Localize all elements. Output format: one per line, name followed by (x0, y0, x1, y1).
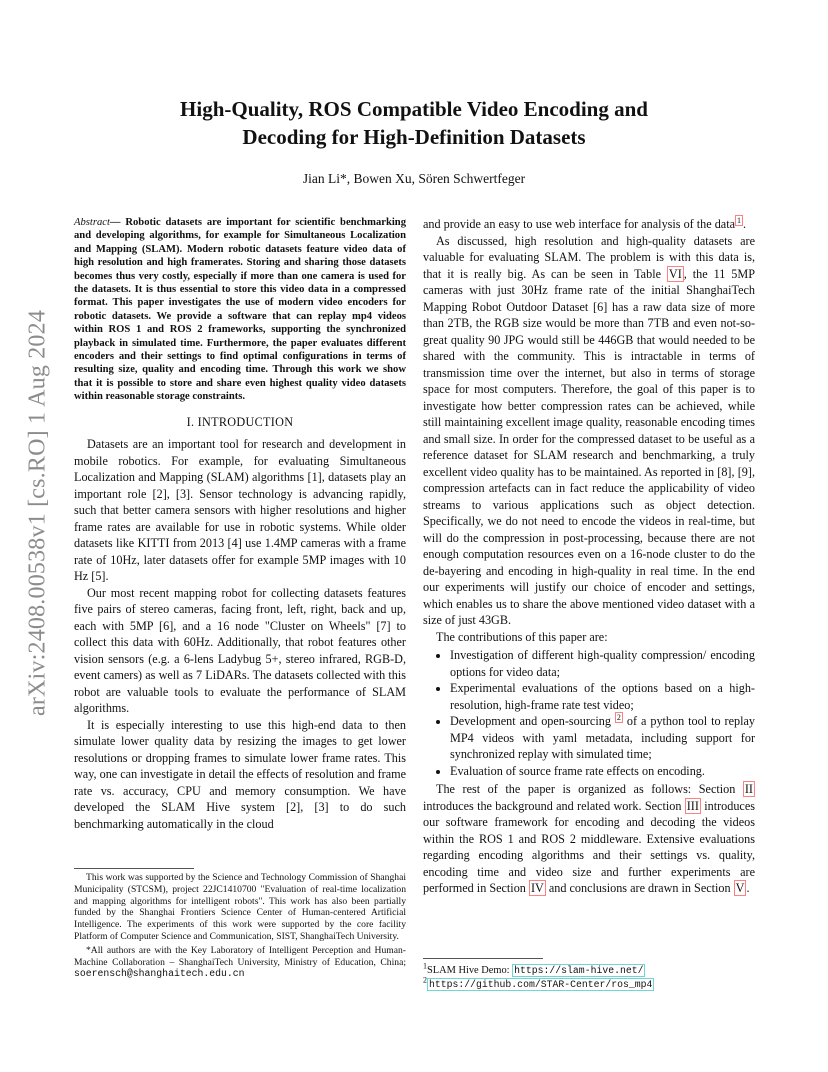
contributions-list (423, 647, 755, 779)
footnote-1-number: 1 (423, 961, 427, 971)
affiliation-footnote (74, 945, 406, 980)
section-reference-iii[interactable]: III (686, 798, 699, 813)
section-reference-v[interactable]: V (735, 881, 745, 895)
table-reference-vi[interactable]: VI (668, 266, 682, 281)
intro-paragraph-1: Datasets are an important tool for research and development in mobile robotics. For example, for evaluating Simultaneous Localization and Mapping (SLAM) algorithms [1], datasets play an important role [2], [3]. Sensor technology is advancing rapidly, such that better camera sensors with higher resolutions and higher frame rates are available for use in robotic systems. While older datasets like KITTI from 2013 [4] use 1.4MP cameras with a frame rate of 10Hz, later datasets offer for example 5MP images with 10 Hz [5]. (74, 437, 406, 584)
footnote-2 (423, 975, 755, 992)
section-reference-ii[interactable]: II (744, 782, 753, 796)
funding-footnote: This work was supported by the Science and Technology Commission of Shanghai Municipality (STCSM), project 22JC1410700 "Evaluation of real-time localization and mapping algorithms for intelligent robots". This work has also been partially funded by the Shanghai Frontiers Science Center of Human-centered Artificial Intelligence. The experiments of this work were supported by the core facility Platform of Computer Science and Communication, SIST, ShanghaiTech University. (74, 872, 406, 942)
arxiv-stamp (18, 288, 58, 738)
footnote-2-number: 2 (423, 975, 427, 985)
affiliation-text: *All authors are with the Key Laboratory of Intelligent Perception and Human-Machine Collaboration – ShanghaiTech University, Ministry of Education, China; (74, 944, 406, 968)
right-paragraph-continued-text: and provide an easy to use web interface for analysis of the data (423, 217, 736, 231)
left-footnotes (74, 872, 406, 980)
contribution-item-3-rest: of a python tool to replay MP4 videos with yaml metadata, including support for synchronized replay with simulated time; (450, 714, 755, 761)
title-line-2: Decoding for High-Definition Datasets (242, 125, 586, 149)
abstract-label: Abstract (74, 217, 110, 228)
paper-title (90, 95, 738, 151)
right-paragraph-1-start: As discussed, high resolution and high-quality datasets are valuable for evaluating SLAM. The problem is with this data is, that it is really big. As can be seen in Table (423, 233, 755, 281)
organization-text-c: introduces our software framework for encoding and decoding the videos within the ROS 1 and ROS 2 middleware. Extensive evaluations regarding encoding algorithms and their settings vs. quality, encoding time and video size and further experiments are performed in Section (423, 798, 755, 895)
organization-text-a: The rest of the paper is organized as follows: Section (436, 782, 743, 796)
slam-hive-link[interactable]: https://slam-hive.net/ (514, 965, 644, 976)
organization-paragraph (423, 781, 755, 897)
contact-email[interactable]: soerensch@shanghaitech.edu.cn (74, 968, 245, 980)
contribution-item-3-start: Development and open-sourcing (450, 714, 615, 728)
right-paragraph-1-rest: , the 11 5MP cameras with just 30Hz frame rate of the initial ShanghaiTech Mapping Robot Outdoor Dataset [6] has a raw data size of more than 2TB, the RGB size would be more than 7TB and even not-so-great quality 90 JPG would still be 446GB that would needed to be shared with the community. This is intractable in terms of transmission time over the internet, but also in terms of storage space for most computers. Therefore, the goal of this paper is to investigate how better compression rates can be achieved, while still maintaining excellent image quality, reasonable encoding times and small size. In order for the compressed dataset to be useful as a reference dataset for SLAM research and benchmarking, a truly excellent video quality has to be maintained. As reported in [8], [9], compression artefacts can in fact reduce the applicability of video streams to various applications such as object detection. Specifically, we do not need to encode the videos in real-time, but will do the compression in post-processing, because there are not enough computation resources even on a 16-node cluster to do the de-bayering and encoding in high-quality in real time. In the end our experiments will justify our choice of encoder and settings, which enables us to share the above mentioned video dataset with a size of just 43GB. (423, 266, 755, 627)
title-line-1: High-Quality, ROS Compatible Video Encoding and (180, 97, 648, 121)
right-footnotes (423, 961, 755, 992)
section-heading-introduction: I. INTRODUCTION (186, 414, 294, 429)
contributions-intro: The contributions of this paper are: (436, 629, 608, 644)
footnote-rule (74, 868, 194, 869)
contribution-item-2: • Experimental evaluations of the options based on a high-resolution, high-frame rate test video; (450, 680, 755, 713)
abstract-text: — Robotic datasets are important for scientific benchmarking and developing algorithms, for example for Simultaneous Localization and Mapping (SLAM). Modern robotic datasets feature video data of high resolution and high framerates. Storing and sharing those datasets becomes thus very costly, especially if more than one camera is used for the datasets. It is thus essential to store this video data in a compressed format. This paper investigates the use of modern video encoders for robotic datasets. We provide a software that can replay mp4 videos within ROS 1 and ROS 2 frameworks, supporting the synchronized playback in simulated time. Furthermore, the paper evaluates different encoders and their settings to find optimal configurations in terms of resulting size, quality and encoding time. Through this work we show that it is possible to store and share even highest quality video datasets within reasonable storage constraints. (74, 217, 406, 403)
author-list: Jian Li*, Bowen Xu, Sören Schwertfeger (302, 171, 526, 186)
right-paragraph-1 (423, 233, 755, 629)
contribution-item-4: • Evaluation of source frame rate effects on encoding. (450, 763, 755, 780)
contribution-item-1: • Investigation of different high-quality compression/ encoding options for video data; (450, 647, 755, 680)
github-repo-link[interactable]: https://github.com/STAR-Center/ros_mp4 (429, 979, 653, 990)
right-paragraph-continued (423, 216, 755, 233)
abstract (74, 216, 406, 404)
arxiv-stamp-text: arXiv:2408.00538v1 [cs.RO] 1 Aug 2024 (24, 309, 51, 717)
organization-text-e: . (746, 881, 750, 895)
organization-text-d: and conclusions are drawn in Section (545, 881, 734, 895)
footnote-marker-2[interactable]: 2 (616, 712, 621, 722)
intro-paragraph-2: Our most recent mapping robot for collecting datasets features five pairs of stereo cameras, facing front, left, right, back and up, each with 5MP [6], and a 16 node "Cluster on Wheels" [7] to collect this data with 60Hz. Additionally, that robot features other vision sensors (e.g. a 6-lens Ladybug 5+, stereo infrared, RGB-D, event camers) as well as 7 LiDARs. The datasets collected with this robot are valuable tools to evaluate the performance of SLAM algorithms. (74, 585, 406, 716)
section-reference-iv[interactable]: IV (530, 881, 544, 895)
right-column (423, 216, 755, 897)
contribution-item-3 (450, 713, 755, 763)
left-column (74, 216, 406, 832)
intro-paragraph-3: It is especially interesting to use this high-end data to then simulate lower quality data by resizing the images to get lower resolutions or dropping frames to simulate lower frame rates. This way, one can investigate in detail the effects of resolution and frame rate vs. accuracy, CPU and memory consumption. We have developed the SLAM Hive system [2], [3] to do such benchmarking automatically in the cloud (74, 717, 406, 831)
organization-text-b: introduces the background and related work. Section (423, 798, 685, 813)
footnote-1 (423, 961, 755, 978)
footnote-1-label: SLAM Hive Demo: (427, 965, 513, 976)
footnote-marker-1[interactable]: 1 (737, 215, 742, 225)
right-footnote-rule (423, 958, 543, 959)
right-paragraph-continued-end: . (743, 217, 747, 231)
